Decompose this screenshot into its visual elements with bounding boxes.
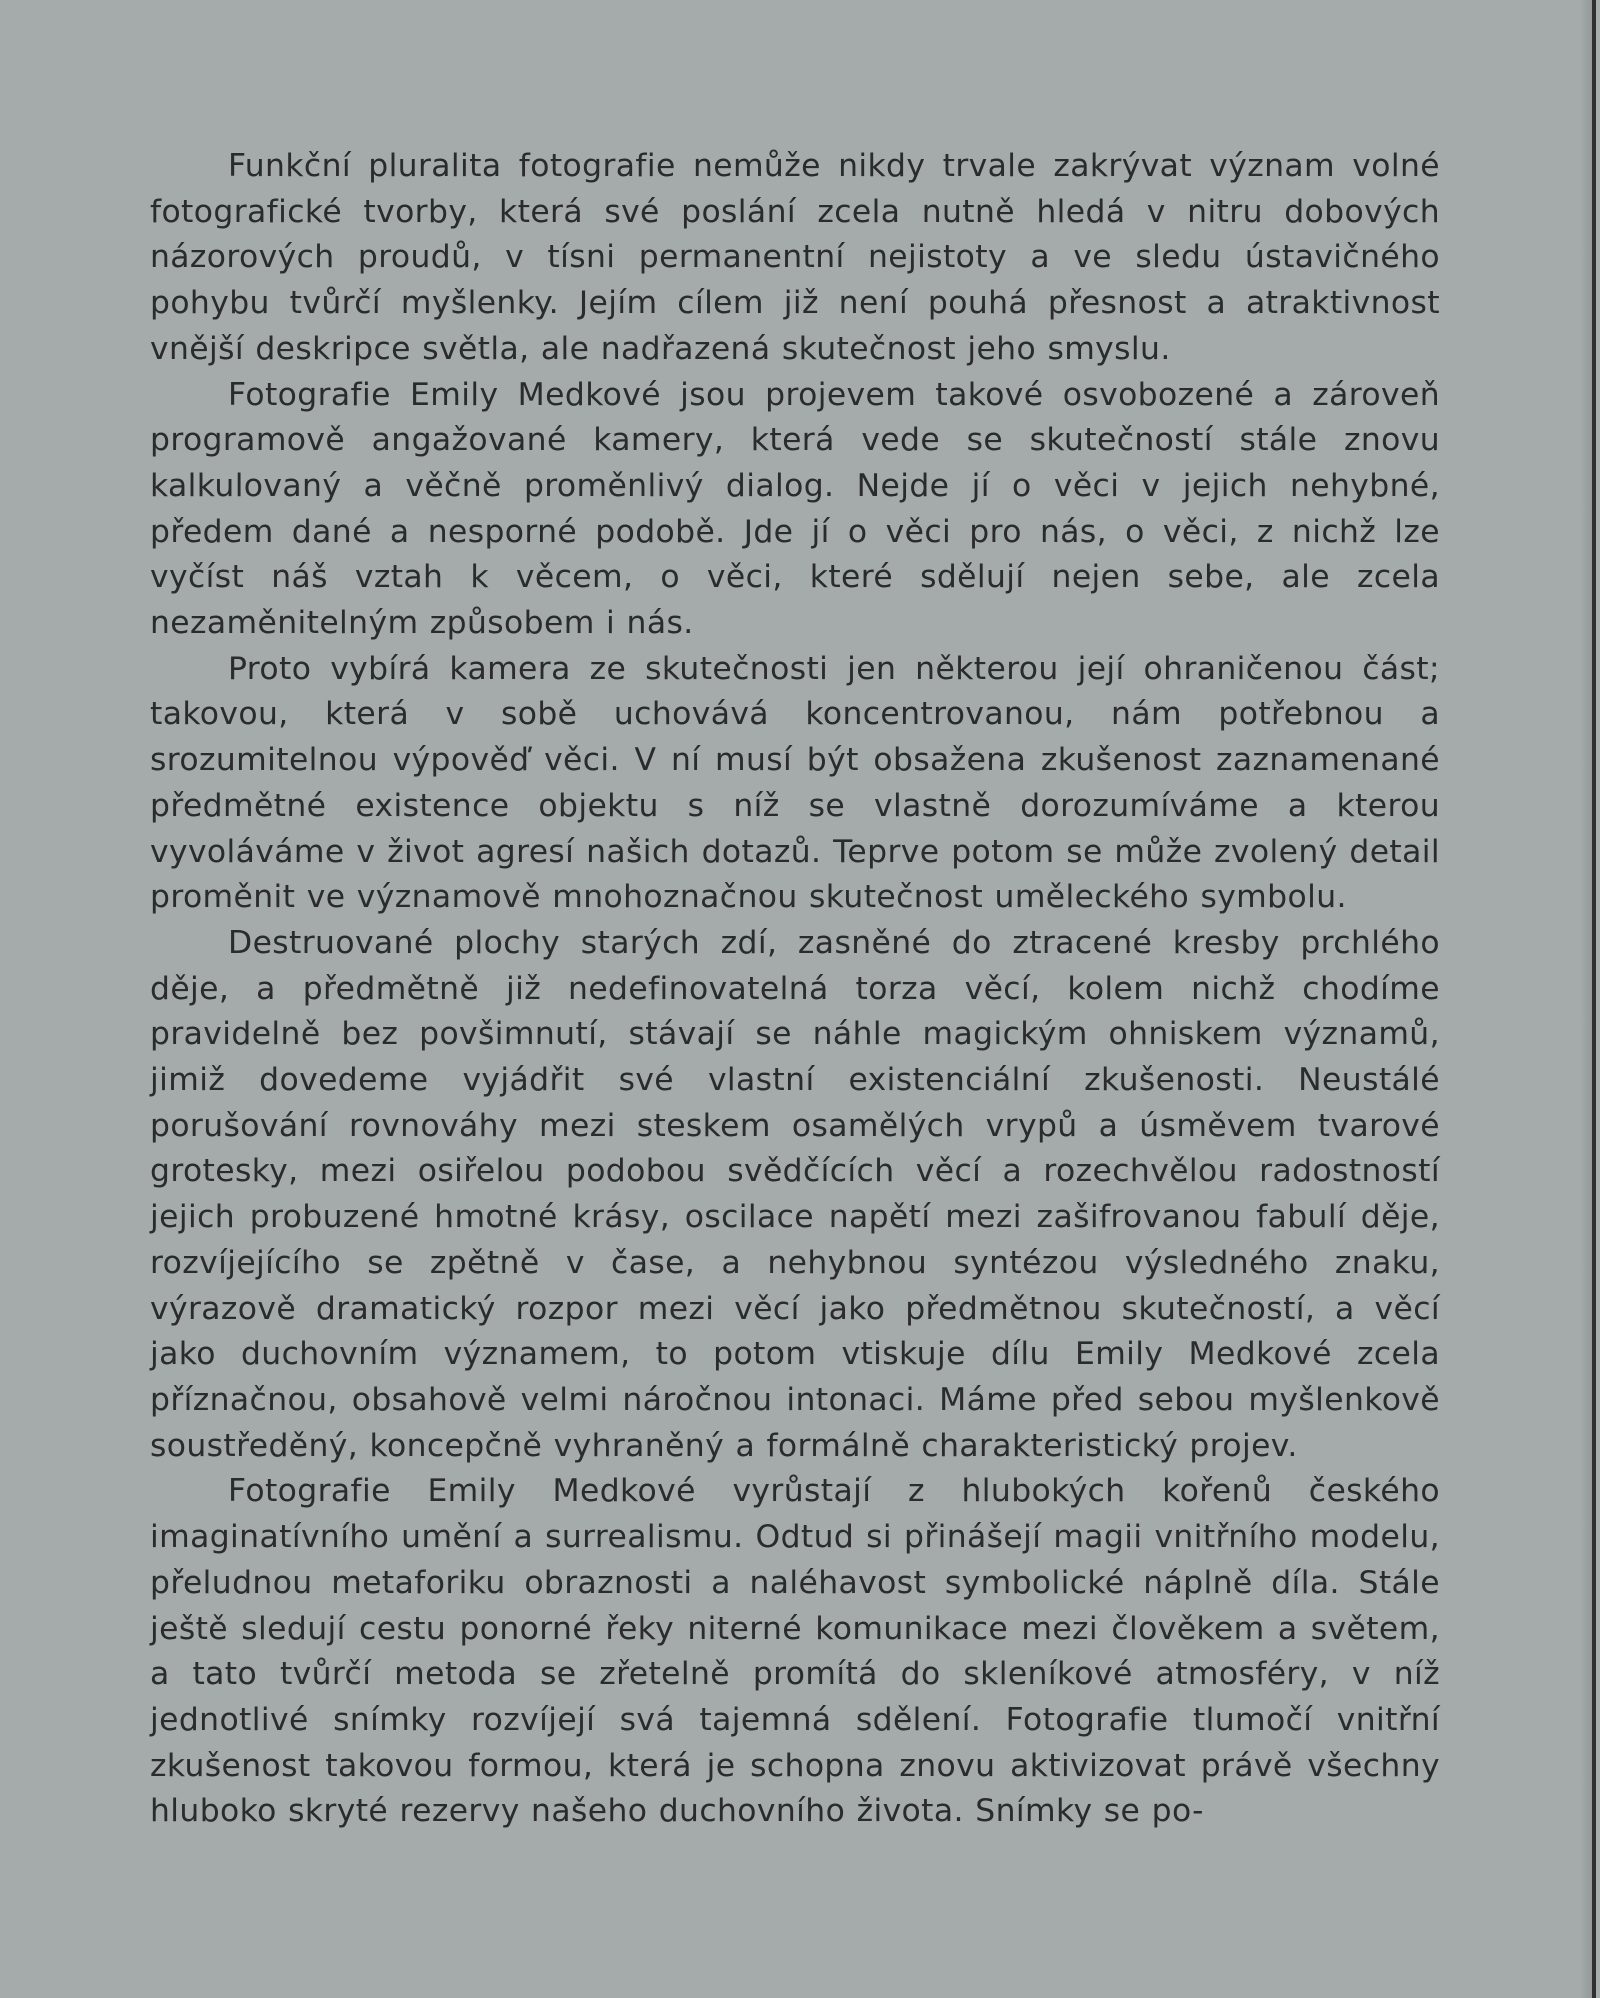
paragraph-2: Fotografie Emily Medkové jsou projevem takové osvobozené a zároveň programově angažované kamery, která vede se skutečností stále znovu kalkulovaný a věčně proměnlivý dialog. Nejde jí o věci v jejich nehybné, předem dané a nesporné podobě. Jde jí o věci pro nás, o věci, z nichž lze vyčíst náš vztah k věcem, o věci, které sdělují nejen sebe, ale zcela nezaměnitelným způsobem i nás. [150, 376, 1440, 642]
page-edge-shadow [1580, 0, 1592, 1998]
page-edge [1592, 0, 1596, 1998]
body-text [150, 144, 1440, 1835]
paragraph-5: Fotografie Emily Medkové vyrůstají z hlubokých kořenů českého imaginatívního umění a surrealismu. Odtud si přinášejí magii vnitřního modelu, přeludnou metaforiku obraznosti a naléhavost symbolické náplně díla. Stále ještě sledují cestu ponorné řeky niterné komunikace mezi člověkem a světem, a tato tvůrčí metoda se zřetelně promítá do skleníkové atmosféry, v níž jednotlivé snímky rozvíjejí svá tajemná sdělení. Fotografie tlumočí vnitřní zkušenost takovou formou, která je schopna znovu aktivizovat právě všechny hluboko skryté rezervy našeho duchovního života. Snímky se po- [150, 1473, 1440, 1830]
paragraph-3: Proto vybírá kamera ze skutečnosti jen některou její ohraničenou část; takovou, která v sobě uchovává koncentrovanou, nám potřebnou a srozumitelnou výpověď věci. V ní musí být obsažena zkušenost zaznamenané předmětné existence objektu s níž se vlastně dorozumíváme a kterou vyvoláváme v život agresí našich dotazů. Teprve potom se může zvolený detail proměnit ve významově mnohoznačnou skutečnost uměleckého symbolu. [150, 650, 1440, 916]
paragraph-4: Destruované plochy starých zdí, zasněné do ztracené kresby prchlého děje, a předmětně již nedefinovatelná torza věcí, kolem nichž chodíme pravidelně bez povšimnutí, stávají se náhle magickým ohniskem významů, jimiž dovedeme vyjádřit své vlastní existenciální zkušenosti. Neustálé porušování rovnováhy mezi steskem osamělých vrypů a úsměvem tvarové grotesky, mezi osiřelou podobou svědčících věcí a rozechvělou radostností jejich probuzené hmotné krásy, oscilace napětí mezi zašifrovanou fabulí děje, rozvíjejícího se zpětně v čase, a nehybnou syntézou výsledného znaku, výrazově dramatický rozpor mezi věcí jako předmětnou skutečností, a věcí jako duchovním významem, to potom vtiskuje dílu Emily Medkové zcela příznačnou, obsahově velmi náročnou intonaci. Máme před sebou myšlenkově soustředěný, koncepčně vyhraněný a formálně charakteristický projev. [150, 924, 1440, 1464]
paragraph-1: Funkční pluralita fotografie nemůže nikdy trvale zakrývat význam volné fotografické tvorby, která své poslání zcela nutně hledá v nitru dobových názorových proudů, v tísni permanentní nejistoty a ve sledu ústavičného pohybu tvůrčí myšlenky. Jejím cílem již není pouhá přesnost a atraktivnost vnější deskripce světla, ale nadřazená skutečnost jeho smyslu. [150, 148, 1440, 367]
